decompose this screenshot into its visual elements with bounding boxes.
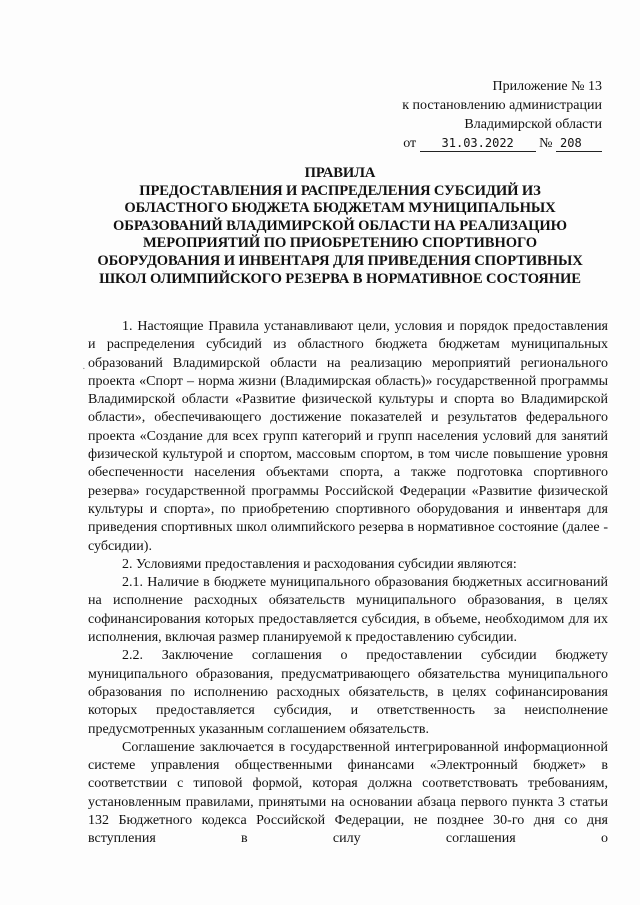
paragraph-agreement: Соглашение заключается в государственной интегрированной информационной системе управления общественными финансами «Электронный бюджет» в соответствии с типовой формой, которая должна соответствовать требованиям, установленным правилами, принятыми на основании абзаца первого пункта 3 статьи 132 Бюджетного кодекса Российской Федерации, не позднее 30-го дня со дня вступления в силу соглашения о xyxy=(88,739,608,847)
decree-date: 31.03.2022 xyxy=(420,136,536,152)
title-line: ШКОЛ ОЛИМПИЙСКОГО РЕЗЕРВА В НОРМАТИВНОЕ СОСТОЯНИЕ xyxy=(99,270,581,287)
date-prefix: от xyxy=(403,136,417,151)
appendix-date-line xyxy=(342,134,602,153)
appendix-decree-ref: к постановлению администрации xyxy=(402,98,602,113)
appendix-label: Приложение № 13 xyxy=(492,79,602,94)
number-prefix: № xyxy=(539,136,553,151)
paragraph-1: 1. Настоящие Правила устанавливают цели, условия и порядок предоставления и распределения субсидий из областного бюджета бюджетам муниципальных образований Владимирской области на реализацию мероприятий регионального проекта «Спорт – норма жизни (Владимирская область)» государственной программы Владимирской области «Развитие физической культуры и спорта во Владимирской области», обеспечивающего достижение показателей и результатов федерального проекта «Создание для всех групп категорий и групп населения условий для занятий физической культурой и спортом, массовым спортом, в том числе повышение уровня обеспеченности населения объектами спорта, а также подготовка спортивного резерва» государственной программы Российской Федерации «Развитие физической культуры и спорта», по приобретению спортивного оборудования и инвентаря для приведения спортивных школ олимпийского резерва в нормативное состояние (далее - субсидии). xyxy=(88,319,608,554)
margin-mark: · xyxy=(82,363,86,375)
title-line: ПРАВИЛА xyxy=(304,165,376,181)
paragraph-2-1: 2.1. Наличие в бюджете муниципального образования бюджетных ассигнований на исполнение расходных обязательств муниципального образования, в целях софинансирования которых предоставляется субсидия, в объеме, необходимом для их исполнения, включая размер планируемой к предоставлению субсидии. xyxy=(88,575,608,646)
document-body xyxy=(88,318,608,849)
title-line: ОБЛАСТНОГО БЮДЖЕТА БЮДЖЕТАМ МУНИЦИПАЛЬНЫХ xyxy=(124,200,556,217)
title-line: ОБОРУДОВАНИЯ И ИНВЕНТАРЯ ДЛЯ ПРИВЕДЕНИЯ СПОРТИВНЫХ xyxy=(97,252,583,269)
document-title xyxy=(80,165,600,288)
title-line: ПРЕДОСТАВЛЕНИЯ И РАСПРЕДЕЛЕНИЯ СУБСИДИЙ ИЗ xyxy=(139,182,541,199)
decree-number: 208 xyxy=(556,136,602,152)
title-line: МЕРОПРИЯТИЙ ПО ПРИОБРЕТЕНИЮ СПОРТИВНОГО xyxy=(142,235,538,252)
paragraph-2: 2. Условиями предоставления и расходования субсидии являются: xyxy=(122,556,517,572)
appendix-header xyxy=(342,77,602,153)
paragraph-2-2: 2.2. Заключение соглашения о предоставлении субсидии бюджету муниципального образования, предусматривающего обязательства муниципального образования по исполнению расходных обязательств, в целях софинансирования которых предоставляется субсидия, и ответственность за неисполнение предусмотренных указанным соглашением обязательств. xyxy=(88,648,608,737)
title-line: ОБРАЗОВАНИЙ ВЛАДИМИРСКОЙ ОБЛАСТИ НА РЕАЛИЗАЦИЮ xyxy=(113,217,567,234)
appendix-region: Владимирской области xyxy=(464,117,602,132)
